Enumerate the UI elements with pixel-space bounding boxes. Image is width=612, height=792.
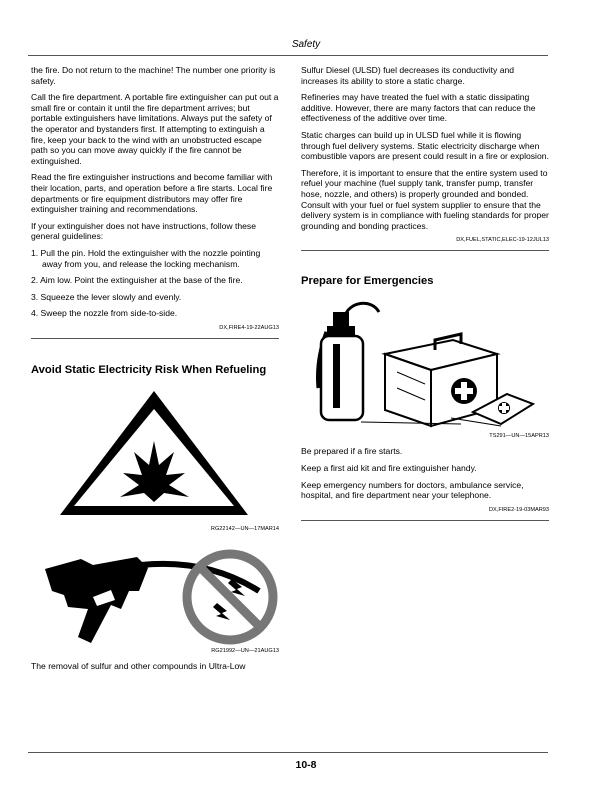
list-item: 2. Aim low. Point the extinguisher at the base of the fire.	[31, 275, 243, 286]
reference-code: DX,FIRE4-19-22AUG13	[219, 324, 279, 331]
paragraph-first-aid-kit: Keep a first aid kit and fire extinguisher handy.	[301, 462, 477, 473]
section-header: Safety	[291, 39, 321, 50]
reference-code: DX,FIRE2-19-03MAR93	[489, 506, 549, 513]
section-divider	[301, 250, 549, 251]
section-title-prepare-emergencies: Prepare for Emergencies	[301, 275, 434, 288]
paragraph-refineries: Refineries may have treated the fuel with a static dissipating additive. However, there are many factors that can reduce the effectiveness of the additive over time.	[301, 92, 536, 124]
right-column	[301, 65, 549, 521]
paragraph-emergency-numbers: Keep emergency numbers for doctors, ambulance service, hospital, and fire department near your telephone.	[301, 479, 524, 501]
explosion-warning-figure	[31, 385, 279, 525]
reference-code: DX,FUEL,STATIC,ELEC-19-12JUL13	[456, 237, 549, 244]
paragraph-grounding: Therefore, it is important to ensure that the entire system used to refuel your machine (fuel supply tank, transfer pump, transfer hose, nozzle, and others) is properly grounded and bonded. Consult with your fuel or fuel system supplier to ensure that the delivery system is in compliance with fueling standards for proper grounding and bonding practices.	[301, 167, 549, 231]
list-item: 3. Squeeze the lever slowly and evenly.	[31, 291, 182, 302]
paragraph-call-fire-department: Call the fire department. A portable fire extinguisher can put out a small fire or contain it until the fire department arrives; but portable extinguishers have limitations. Always put the safety of the operator and bystanders first. If attempting to extinguish a fire, keep your back to the wind with an unobstructed escape path so you can move away quickly if the fire cannot be extinguished.	[31, 92, 279, 166]
section-divider	[31, 338, 279, 339]
paragraph-guidelines: If your extinguisher does not have instructions, follow these general guidelines:	[31, 220, 256, 242]
list-item: 4. Sweep the nozzle from side-to-side.	[31, 308, 178, 319]
footer-rule	[28, 752, 548, 753]
page-number: 10-8	[295, 759, 317, 771]
extinguisher-steps-list	[31, 248, 279, 319]
figure-reference: RG21992—UN—21AUG13	[211, 647, 279, 654]
fuel-nozzle-no-static-figure	[31, 547, 279, 647]
section-divider	[301, 520, 549, 521]
header-rule	[28, 55, 548, 56]
left-column	[31, 65, 279, 677]
section-title-static-electricity: Avoid Static Electricity Risk When Refueling	[31, 363, 267, 376]
paragraph-read-instructions: Read the fire extinguisher instructions and become familiar with their location, parts, and operation before a fire starts. Local fire departments or fire equipment distributors may offer fire extinguisher training and recommendations.	[31, 172, 273, 215]
figure-reference: TS291—UN—15APR13	[489, 433, 549, 440]
paragraph-static-charges: Static charges can build up in ULSD fuel while it is flowing through fuel delivery systems. Static electricity discharge when combustible vapors are present could result in a fire or explosion.	[301, 129, 549, 162]
paragraph-be-prepared: Be prepared if a fire starts.	[301, 446, 403, 457]
extinguisher-first-aid-figure	[301, 296, 549, 430]
list-item: 1. Pull the pin. Hold the extinguisher with the nozzle pointing away from you, and release the locking mechanism.	[31, 247, 261, 269]
figure-reference: RG22142—UN—17MAR14	[210, 525, 279, 532]
paragraph-sulfur-removal: The removal of sulfur and other compounds in Ultra-Low	[31, 660, 246, 671]
paragraph-continued: the fire. Do not return to the machine! The number one priority is safety.	[31, 65, 276, 86]
paragraph-ulsd: Sulfur Diesel (ULSD) fuel decreases its conductivity and increases its ability to store a static charge.	[301, 65, 515, 86]
